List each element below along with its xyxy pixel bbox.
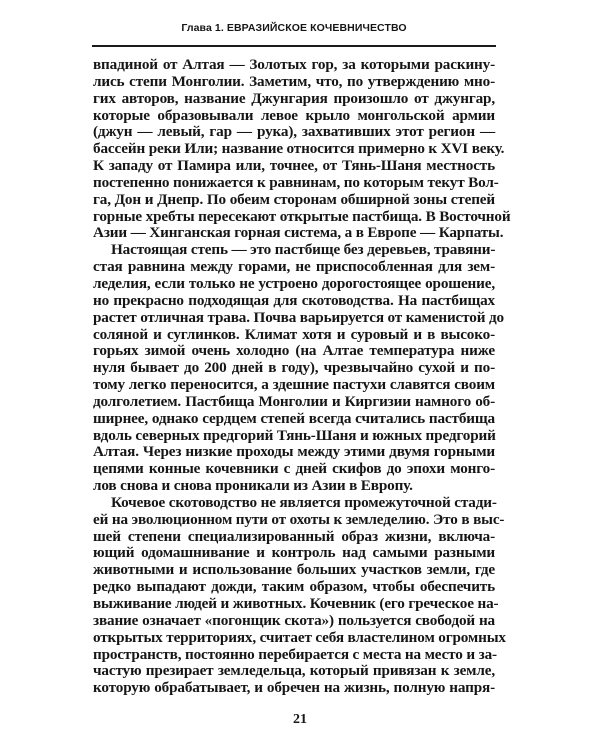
text-line: постепенно понижается к равнинам, по которым текут Вол- bbox=[93, 173, 499, 191]
text-line: цепями конные кочевники с дней скифов до эпохи монго- bbox=[93, 460, 495, 478]
paragraph bbox=[93, 493, 506, 697]
body-text bbox=[93, 56, 511, 697]
text-line: тому легко переносится, а здешние пастухи славятся своим bbox=[93, 376, 495, 394]
text-line: ющий одомашнивание и контроль над самыми разными bbox=[93, 544, 495, 562]
text-line: леделия, если только не устроено дорогостоящее орошение, bbox=[93, 274, 495, 292]
paragraph bbox=[93, 241, 504, 495]
header-rule bbox=[92, 45, 496, 47]
text-line: вдоль северных предгорий Тянь-Шаня и южных предгорий bbox=[93, 426, 496, 444]
text-line: гих авторов, название Джунгария произошло от джунгар, bbox=[93, 89, 495, 107]
text-line: которые образовывали левое крыло монгольской армии bbox=[93, 106, 495, 124]
page-number: 21 bbox=[293, 712, 307, 727]
text-line: горные хребты пересекают открытые пастбища. В Восточной bbox=[93, 207, 511, 225]
text-line: К западу от Памира или, точнее, от Тянь-Шаня местность bbox=[93, 157, 495, 175]
text-line: пространств, постоянно перебирается с места на место и за- bbox=[93, 645, 497, 663]
text-line: частую презирает земледельца, который привязан к земле, bbox=[93, 662, 495, 680]
text-line: бассейн реки Или; название относится примерно к XVI веку. bbox=[93, 140, 505, 158]
text-line: растет отличная трава. Почва варьируется от каменистой до bbox=[93, 308, 504, 326]
text-line: нуля бывает до 200 дней в году), чрезвычайно сухой и по- bbox=[93, 359, 495, 377]
text-line: открытых территориях, считает себя властелином огромных bbox=[93, 628, 506, 646]
text-line: Настоящая степь — это пастбище без деревьев, травяни- bbox=[111, 241, 496, 259]
text-line: впадиной от Алтая — Золотых гор, за которыми раскину- bbox=[93, 56, 495, 73]
text-line: ей на эволюционном пути от охоты к земледелию. Это в выс- bbox=[93, 510, 505, 528]
text-line: но прекрасно подходящая для скотоводства. На пастбищах bbox=[93, 291, 495, 309]
text-line: которую обрабатывает, и обречен на жизнь, полную напря- bbox=[93, 679, 495, 697]
text-line: стая равнина между горами, не приспособленная для зем- bbox=[93, 258, 495, 276]
text-line: (джун — левый, гар — рука), захвативших этот регион — bbox=[93, 123, 495, 141]
text-line: редко выпадают дожди, таким образом, чтобы обеспечить bbox=[93, 578, 495, 596]
text-line: лись степи Монголии. Заметим, что, по утверждению мно- bbox=[93, 72, 495, 90]
text-line: Азии — Хинганская горная система, а в Европе — Карпаты. bbox=[93, 224, 504, 242]
text-line: животными и использование больших участков земли, где bbox=[93, 561, 495, 579]
text-line: Алтая. Через низкие проходы между этими двумя горными bbox=[93, 443, 495, 461]
text-line: соляной и суглинков. Климат хотя и суровый и в высоко- bbox=[93, 325, 495, 343]
running-header: Глава 1. ЕВРАЗИЙСКОЕ КОЧЕВНИЧЕСТВО bbox=[181, 22, 407, 34]
text-line: шей степени специализированный образ жизни, включа- bbox=[93, 527, 495, 545]
text-line: горьях зимой очень холодно (на Алтае температура ниже bbox=[93, 342, 495, 360]
text-line: га, Дон и Днепр. По обеим сторонам обширной зоны степей bbox=[93, 190, 495, 208]
text-line: лов снова и снова проникали из Азии в Европу. bbox=[93, 477, 413, 495]
text-line: ширнее, однако сердцем степей всегда считались пастбища bbox=[93, 409, 495, 427]
text-line: выживание людей и животных. Кочевник (его греческое на- bbox=[93, 595, 499, 612]
text-line: Кочевое скотоводство не является промежуточной стади- bbox=[111, 493, 497, 511]
text-line: долголетием. Пастбища Монголии и Киргизии намного об- bbox=[93, 392, 495, 410]
paragraph bbox=[93, 56, 511, 242]
text-line: звание означает «погонщик скота») пользуется свободой на bbox=[93, 611, 495, 629]
